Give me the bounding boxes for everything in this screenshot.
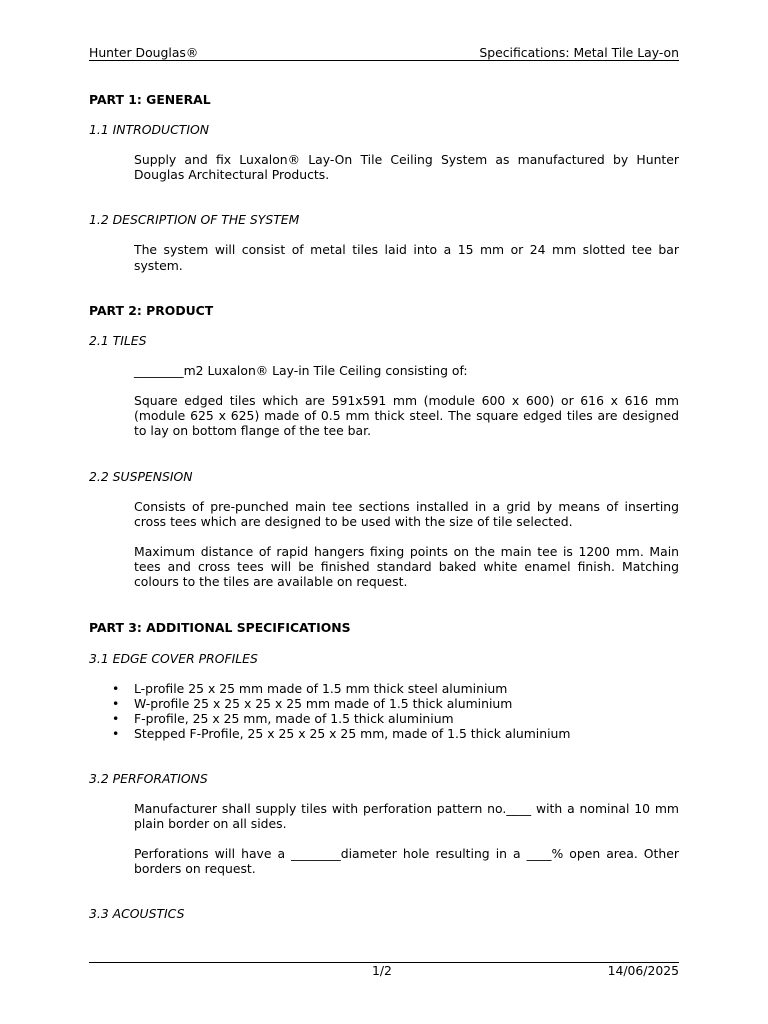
bullet-icon: • (112, 680, 120, 696)
section-3-2-heading: 3.2 PERFORATIONS (89, 770, 208, 786)
section-2-1-intro: ________m2 Luxalon® Lay-in Tile Ceiling consisting of: (134, 362, 468, 378)
section-3-3-heading: 3.3 ACOUSTICS (89, 906, 185, 922)
section-2-1-heading: 2.1 TILES (89, 332, 147, 348)
section-2-1-text: Square edged tiles which are 591x591 mm (module 600 x 600) or 616 x 616 mm (module 625 x 625) made of 0.5 mm thick steel. The square edged tiles are designed to lay on bottom flange of the tee bar. (134, 393, 679, 439)
header-title: Specifications: Metal Tile Lay-on (479, 45, 679, 60)
section-1-2-heading: 1.2 DESCRIPTION OF THE SYSTEM (89, 212, 300, 228)
section-1-1-heading: 1.1 INTRODUCTION (89, 122, 210, 137)
part-2-heading: PART 2: PRODUCT (89, 302, 214, 318)
section-2-2-text-1: Consists of pre-punched main tee sections installed in a grid by means of inserting cross tees which are designed to be used with the size of tile selected. (134, 498, 679, 529)
section-3-1-heading: 3.1 EDGE COVER PROFILES (89, 650, 258, 666)
part-3-heading: PART 3: ADDITIONAL SPECIFICATIONS (89, 619, 351, 635)
page-footer (89, 962, 679, 978)
bullet-icon: • (112, 725, 120, 741)
section-1-1-text: Supply and fix Luxalon® Lay-On Tile Ceiling System as manufactured by Hunter Douglas Architectural Products. (134, 152, 679, 183)
list-item: • Stepped F-Profile, 25 x 25 x 25 x 25 mm, made of 1.5 thick aluminium (112, 725, 571, 741)
bullet-icon: • (112, 710, 120, 726)
list-item: • L-profile 25 x 25 mm made of 1.5 mm thick steel aluminium (112, 680, 508, 696)
section-2-2-heading: 2.2 SUSPENSION (89, 468, 193, 484)
document-body (89, 92, 679, 921)
bullet-icon: • (112, 695, 120, 711)
page-header (89, 46, 679, 61)
footer-date: 14/06/2025 (607, 963, 679, 978)
page-number: 1/2 (372, 963, 392, 978)
edge-profile-list (89, 681, 679, 741)
part-1-heading: PART 1: GENERAL (89, 92, 211, 107)
list-item: • F-profile, 25 x 25 mm, made of 1.5 thick aluminium (112, 710, 454, 726)
section-3-2-text-2: Perforations will have a ________diameter hole resulting in a ____% open area. Other borders on request. (134, 846, 679, 877)
section-3-2-text-1: Manufacturer shall supply tiles with perforation pattern no.____ with a nominal 10 mm plain border on all sides. (134, 800, 679, 831)
section-1-2-text: The system will consist of metal tiles laid into a 15 mm or 24 mm slotted tee bar system. (134, 242, 679, 273)
list-item: • W-profile 25 x 25 x 25 x 25 mm made of 1.5 thick aluminium (112, 695, 513, 711)
header-company: Hunter Douglas® (89, 45, 199, 60)
section-2-2-text-2: Maximum distance of rapid hangers fixing points on the main tee is 1200 mm. Main tees and cross tees will be finished standard baked white enamel finish. Matching colours to the tiles are available on request. (134, 544, 679, 590)
